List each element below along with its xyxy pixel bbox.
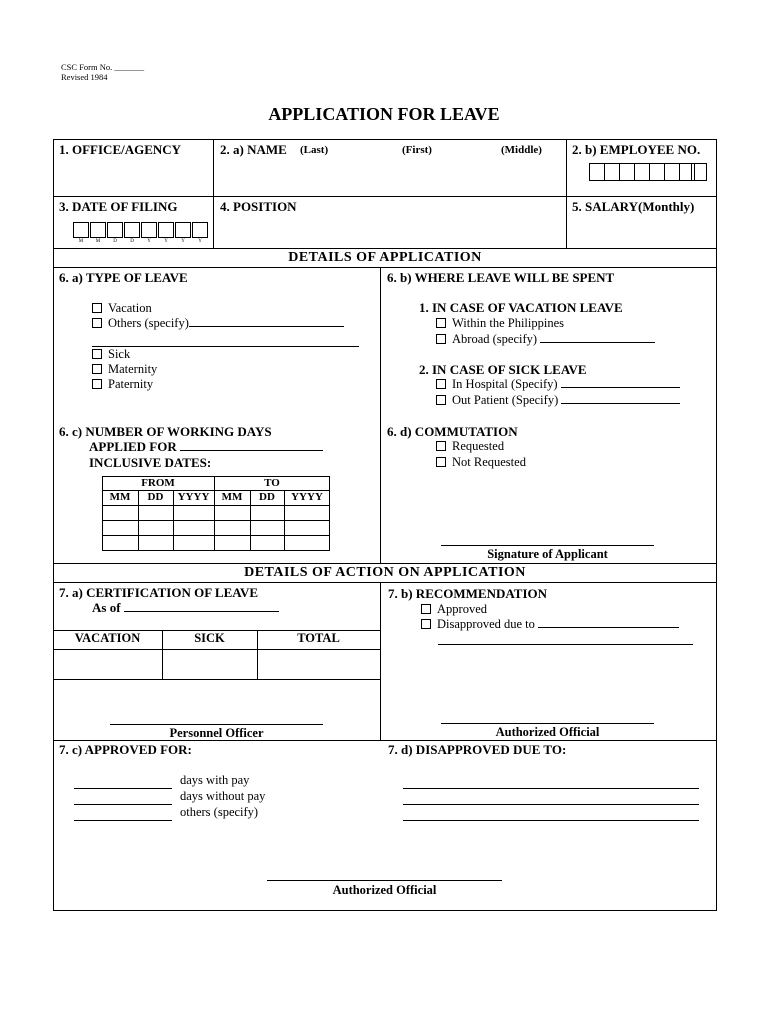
requested-option[interactable]: Requested bbox=[436, 439, 504, 454]
last-label: (Last) bbox=[300, 144, 329, 156]
middle-label: (Middle) bbox=[501, 144, 542, 156]
personnel-officer-label: Personnel Officer bbox=[169, 726, 264, 740]
disapproved-option[interactable]: Disapproved due to bbox=[421, 617, 679, 632]
date-letter: Y bbox=[181, 239, 185, 244]
certification-label: 7. a) CERTIFICATION OF LEAVE bbox=[59, 585, 259, 600]
maternity-option[interactable]: Maternity bbox=[92, 362, 157, 377]
vacation-option[interactable]: Vacation bbox=[92, 301, 152, 316]
authorized-signature-line-2[interactable] bbox=[267, 880, 502, 881]
date-letter: M bbox=[95, 239, 101, 244]
col-header: MM bbox=[221, 491, 243, 503]
type-of-leave-label: 6. a) TYPE OF LEAVE bbox=[59, 270, 188, 285]
date-of-filing-label: 3. DATE OF FILING bbox=[59, 199, 178, 214]
in-hospital-checkbox[interactable] bbox=[436, 379, 446, 389]
office-agency-label: 1. OFFICE/AGENCY bbox=[59, 142, 182, 157]
disapproved-due-to-label: 7. d) DISAPPROVED DUE TO: bbox=[388, 742, 567, 757]
in-hospital-option[interactable]: In Hospital (Specify) bbox=[436, 377, 680, 392]
details-of-action-heading: DETAILS OF ACTION ON APPLICATION bbox=[244, 565, 526, 580]
applied-for-field[interactable] bbox=[180, 440, 323, 451]
salary-label: 5. SALARY(Monthly) bbox=[572, 199, 695, 214]
col-header: YYYY bbox=[291, 491, 323, 503]
date-letter: M bbox=[78, 239, 84, 244]
days-without-pay-label: days without pay bbox=[180, 789, 266, 803]
days-with-pay-label: days with pay bbox=[180, 773, 250, 787]
details-of-application-heading: DETAILS OF APPLICATION bbox=[288, 250, 482, 265]
working-days-label: 6. c) NUMBER OF WORKING DAYS bbox=[59, 424, 272, 439]
to-header: TO bbox=[264, 477, 280, 489]
date-letter: Y bbox=[198, 239, 202, 244]
as-of-field[interactable] bbox=[124, 601, 279, 612]
out-patient-option[interactable]: Out Patient (Specify) bbox=[436, 393, 680, 408]
approved-option[interactable]: Approved bbox=[421, 602, 487, 617]
first-label: (First) bbox=[402, 144, 432, 156]
form-title: APPLICATION FOR LEAVE bbox=[268, 104, 500, 124]
form-number: CSC Form No. _______ bbox=[61, 62, 145, 72]
date-letter: D bbox=[130, 239, 134, 244]
from-header: FROM bbox=[141, 477, 175, 489]
requested-checkbox[interactable] bbox=[436, 441, 446, 451]
position-label: 4. POSITION bbox=[220, 199, 297, 214]
vacation-col-header: VACATION bbox=[74, 631, 141, 645]
others-option[interactable]: Others (specify) bbox=[92, 316, 344, 331]
days-without-pay-field[interactable] bbox=[74, 804, 172, 805]
date-letter: Y bbox=[164, 239, 168, 244]
col-header: YYYY bbox=[177, 491, 210, 503]
approved-checkbox[interactable] bbox=[421, 604, 431, 614]
col-header: DD bbox=[259, 491, 275, 503]
commutation-label: 6. d) COMMUTATION bbox=[387, 424, 518, 439]
date-letter: Y bbox=[147, 239, 151, 244]
approved-for-label: 7. c) APPROVED FOR: bbox=[59, 742, 192, 757]
signature-line[interactable] bbox=[441, 545, 654, 546]
name-label: 2. a) NAME bbox=[220, 142, 287, 157]
revised-label: Revised 1984 bbox=[61, 72, 108, 82]
as-of-label: As of bbox=[92, 600, 279, 616]
sick-option[interactable]: Sick bbox=[92, 347, 130, 362]
abroad-checkbox[interactable] bbox=[436, 334, 446, 344]
applied-for-label: APPLIED FOR bbox=[89, 439, 323, 455]
others-specify-field[interactable] bbox=[74, 820, 172, 821]
within-philippines-checkbox[interactable] bbox=[436, 318, 446, 328]
recommendation-label: 7. b) RECOMMENDATION bbox=[388, 586, 548, 601]
paternity-option[interactable]: Paternity bbox=[92, 377, 153, 392]
authorized-official-label-1: Authorized Official bbox=[495, 725, 600, 739]
inclusive-dates-label: INCLUSIVE DATES: bbox=[89, 455, 212, 470]
disapproved-checkbox[interactable] bbox=[421, 619, 431, 629]
vacation-case-label: 1. IN CASE OF VACATION LEAVE bbox=[419, 300, 623, 315]
maternity-checkbox[interactable] bbox=[92, 364, 102, 374]
employee-no-label: 2. b) EMPLOYEE NO. bbox=[572, 142, 701, 157]
disapproved-reason-line[interactable] bbox=[403, 788, 699, 789]
others-checkbox[interactable] bbox=[92, 318, 102, 328]
abroad-option[interactable]: Abroad (specify) bbox=[436, 332, 655, 347]
authorized-official-label-2: Authorized Official bbox=[332, 883, 437, 897]
vacation-checkbox[interactable] bbox=[92, 303, 102, 313]
sick-case-label: 2. IN CASE OF SICK LEAVE bbox=[419, 362, 587, 377]
date-letter: D bbox=[113, 239, 117, 244]
personnel-signature-line[interactable] bbox=[110, 724, 323, 725]
sick-col-header: SICK bbox=[194, 631, 225, 645]
paternity-checkbox[interactable] bbox=[92, 379, 102, 389]
sick-checkbox[interactable] bbox=[92, 349, 102, 359]
where-leave-spent-label: 6. b) WHERE LEAVE WILL BE SPENT bbox=[387, 270, 615, 285]
days-with-pay-field[interactable] bbox=[74, 788, 172, 789]
not-requested-checkbox[interactable] bbox=[436, 457, 446, 467]
others-specify-label: others (specify) bbox=[180, 805, 259, 819]
signature-of-applicant-label: Signature of Applicant bbox=[487, 547, 608, 561]
col-header: DD bbox=[147, 491, 164, 503]
disapproved-reason-line[interactable] bbox=[403, 820, 699, 821]
authorized-signature-line-1[interactable] bbox=[441, 723, 654, 724]
out-patient-checkbox[interactable] bbox=[436, 395, 446, 405]
disapproved-reason-line[interactable] bbox=[403, 804, 699, 805]
not-requested-option[interactable]: Not Requested bbox=[436, 455, 526, 470]
within-philippines-option[interactable]: Within the Philippines bbox=[436, 316, 564, 331]
total-col-header: TOTAL bbox=[297, 631, 340, 645]
col-header: MM bbox=[109, 491, 131, 503]
